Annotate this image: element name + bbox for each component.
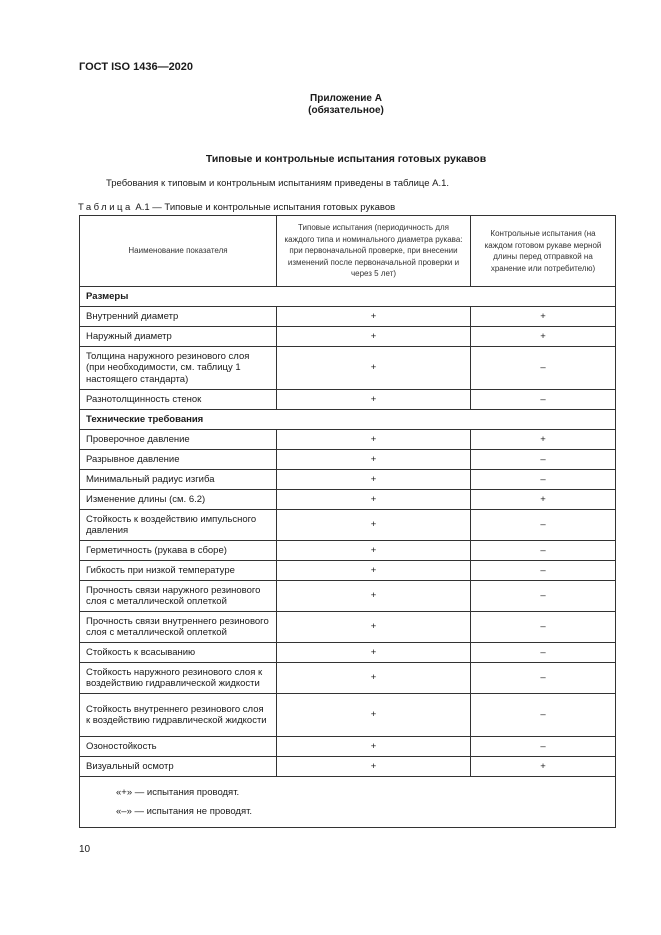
page-number: 10	[79, 844, 91, 855]
note-minus: «–» — испытания не проводят.	[116, 806, 253, 817]
intro-paragraph: Требования к типовым и контрольным испытаниям приведены в таблице А.1.	[106, 178, 450, 189]
type-test-mark: +	[277, 663, 471, 694]
type-test-mark: +	[277, 561, 471, 581]
table-row	[80, 643, 616, 663]
routine-test-mark: –	[471, 541, 616, 561]
type-test-mark: +	[277, 694, 471, 737]
table-row	[80, 581, 616, 612]
row-name: Стойкость к воздействию импульсного давления	[80, 510, 277, 541]
table-row	[80, 327, 616, 347]
table-notes	[80, 777, 616, 828]
type-test-mark: +	[277, 581, 471, 612]
row-name: Толщина наружного резинового слоя (при необходимости, см. таблицу 1 настоящего стандарта)	[80, 347, 277, 390]
type-test-mark: +	[277, 490, 471, 510]
routine-test-mark: –	[471, 470, 616, 490]
note-plus: «+» — испытания проводят.	[116, 787, 240, 798]
row-name: Стойкость внутреннего резинового слоя к воздействию гидравлической жидкости	[80, 694, 277, 737]
table-row	[80, 694, 616, 737]
table-row	[80, 663, 616, 694]
table-row	[80, 430, 616, 450]
routine-test-mark: –	[471, 694, 616, 737]
row-name: Визуальный осмотр	[80, 757, 277, 777]
table-caption-text: — Типовые и контрольные испытания готовых рукавов	[152, 202, 396, 213]
table-row	[80, 450, 616, 470]
type-test-mark: +	[277, 347, 471, 390]
row-name: Внутренний диаметр	[80, 307, 277, 327]
routine-test-mark: –	[471, 561, 616, 581]
row-name: Герметичность (рукава в сборе)	[80, 541, 277, 561]
routine-test-mark: +	[471, 757, 616, 777]
type-test-mark: +	[277, 450, 471, 470]
row-name: Озоностойкость	[80, 737, 277, 757]
row-name: Гибкость при низкой температуре	[80, 561, 277, 581]
table-header-row	[80, 216, 616, 287]
table-notes-row	[80, 777, 616, 828]
row-name: Наружный диаметр	[80, 327, 277, 347]
row-name: Разрывное давление	[80, 450, 277, 470]
row-name: Проверочное давление	[80, 430, 277, 450]
header-name: Наименование показателя	[80, 216, 277, 287]
tests-table	[79, 215, 616, 828]
table-row	[80, 561, 616, 581]
table-row	[80, 757, 616, 777]
table-row	[80, 510, 616, 541]
type-test-mark: +	[277, 757, 471, 777]
table-body	[80, 287, 616, 777]
table-row	[80, 490, 616, 510]
annex-status: (обязательное)	[308, 105, 384, 116]
routine-test-mark: +	[471, 490, 616, 510]
type-test-mark: +	[277, 612, 471, 643]
section-heading: Технические требования	[80, 410, 616, 430]
type-test-mark: +	[277, 307, 471, 327]
type-test-mark: +	[277, 737, 471, 757]
row-name: Стойкость к всасыванию	[80, 643, 277, 663]
routine-test-mark: +	[471, 327, 616, 347]
routine-test-mark: –	[471, 643, 616, 663]
routine-test-mark: –	[471, 581, 616, 612]
row-name: Минимальный радиус изгиба	[80, 470, 277, 490]
routine-test-mark: –	[471, 737, 616, 757]
header-routine-tests: Контрольные испытания (на каждом готовом рукаве мерной длины перед отправкой на хранение или потребителю)	[471, 216, 616, 287]
table-section-row	[80, 410, 616, 430]
table-row	[80, 307, 616, 327]
row-name: Стойкость наружного резинового слоя к воздействию гидравлической жидкости	[80, 663, 277, 694]
table-caption	[78, 202, 395, 213]
table-caption-number: А.1	[135, 202, 150, 213]
type-test-mark: +	[277, 390, 471, 410]
table-row	[80, 541, 616, 561]
table-caption-prefix: Таблица	[78, 202, 133, 213]
row-name: Изменение длины (см. 6.2)	[80, 490, 277, 510]
table-row	[80, 390, 616, 410]
header-type-tests: Типовые испытания (периодичность для каждого типа и номинального диаметра рукава: при первоначальной проверке, при внесении изменений после первоначальной проверки и через 5 лет)	[277, 216, 471, 287]
routine-test-mark: –	[471, 510, 616, 541]
table-row	[80, 347, 616, 390]
type-test-mark: +	[277, 430, 471, 450]
section-heading: Размеры	[80, 287, 616, 307]
routine-test-mark: –	[471, 663, 616, 694]
type-test-mark: +	[277, 327, 471, 347]
routine-test-mark: –	[471, 450, 616, 470]
table-row	[80, 470, 616, 490]
type-test-mark: +	[277, 643, 471, 663]
row-name: Прочность связи наружного резинового слоя с металлической оплеткой	[80, 581, 277, 612]
table-section-row	[80, 287, 616, 307]
routine-test-mark: +	[471, 307, 616, 327]
row-name: Разнотолщинность стенок	[80, 390, 277, 410]
annex-title: Приложение А	[310, 93, 382, 104]
routine-test-mark: –	[471, 612, 616, 643]
table-row	[80, 612, 616, 643]
section-title: Типовые и контрольные испытания готовых рукавов	[205, 153, 487, 165]
routine-test-mark: –	[471, 347, 616, 390]
type-test-mark: +	[277, 510, 471, 541]
routine-test-mark: –	[471, 390, 616, 410]
standard-code: ГОСТ ISO 1436—2020	[79, 61, 194, 73]
type-test-mark: +	[277, 470, 471, 490]
type-test-mark: +	[277, 541, 471, 561]
annex-heading	[260, 93, 432, 117]
table-row	[80, 737, 616, 757]
routine-test-mark: +	[471, 430, 616, 450]
row-name: Прочность связи внутреннего резинового слоя с металлической оплеткой	[80, 612, 277, 643]
